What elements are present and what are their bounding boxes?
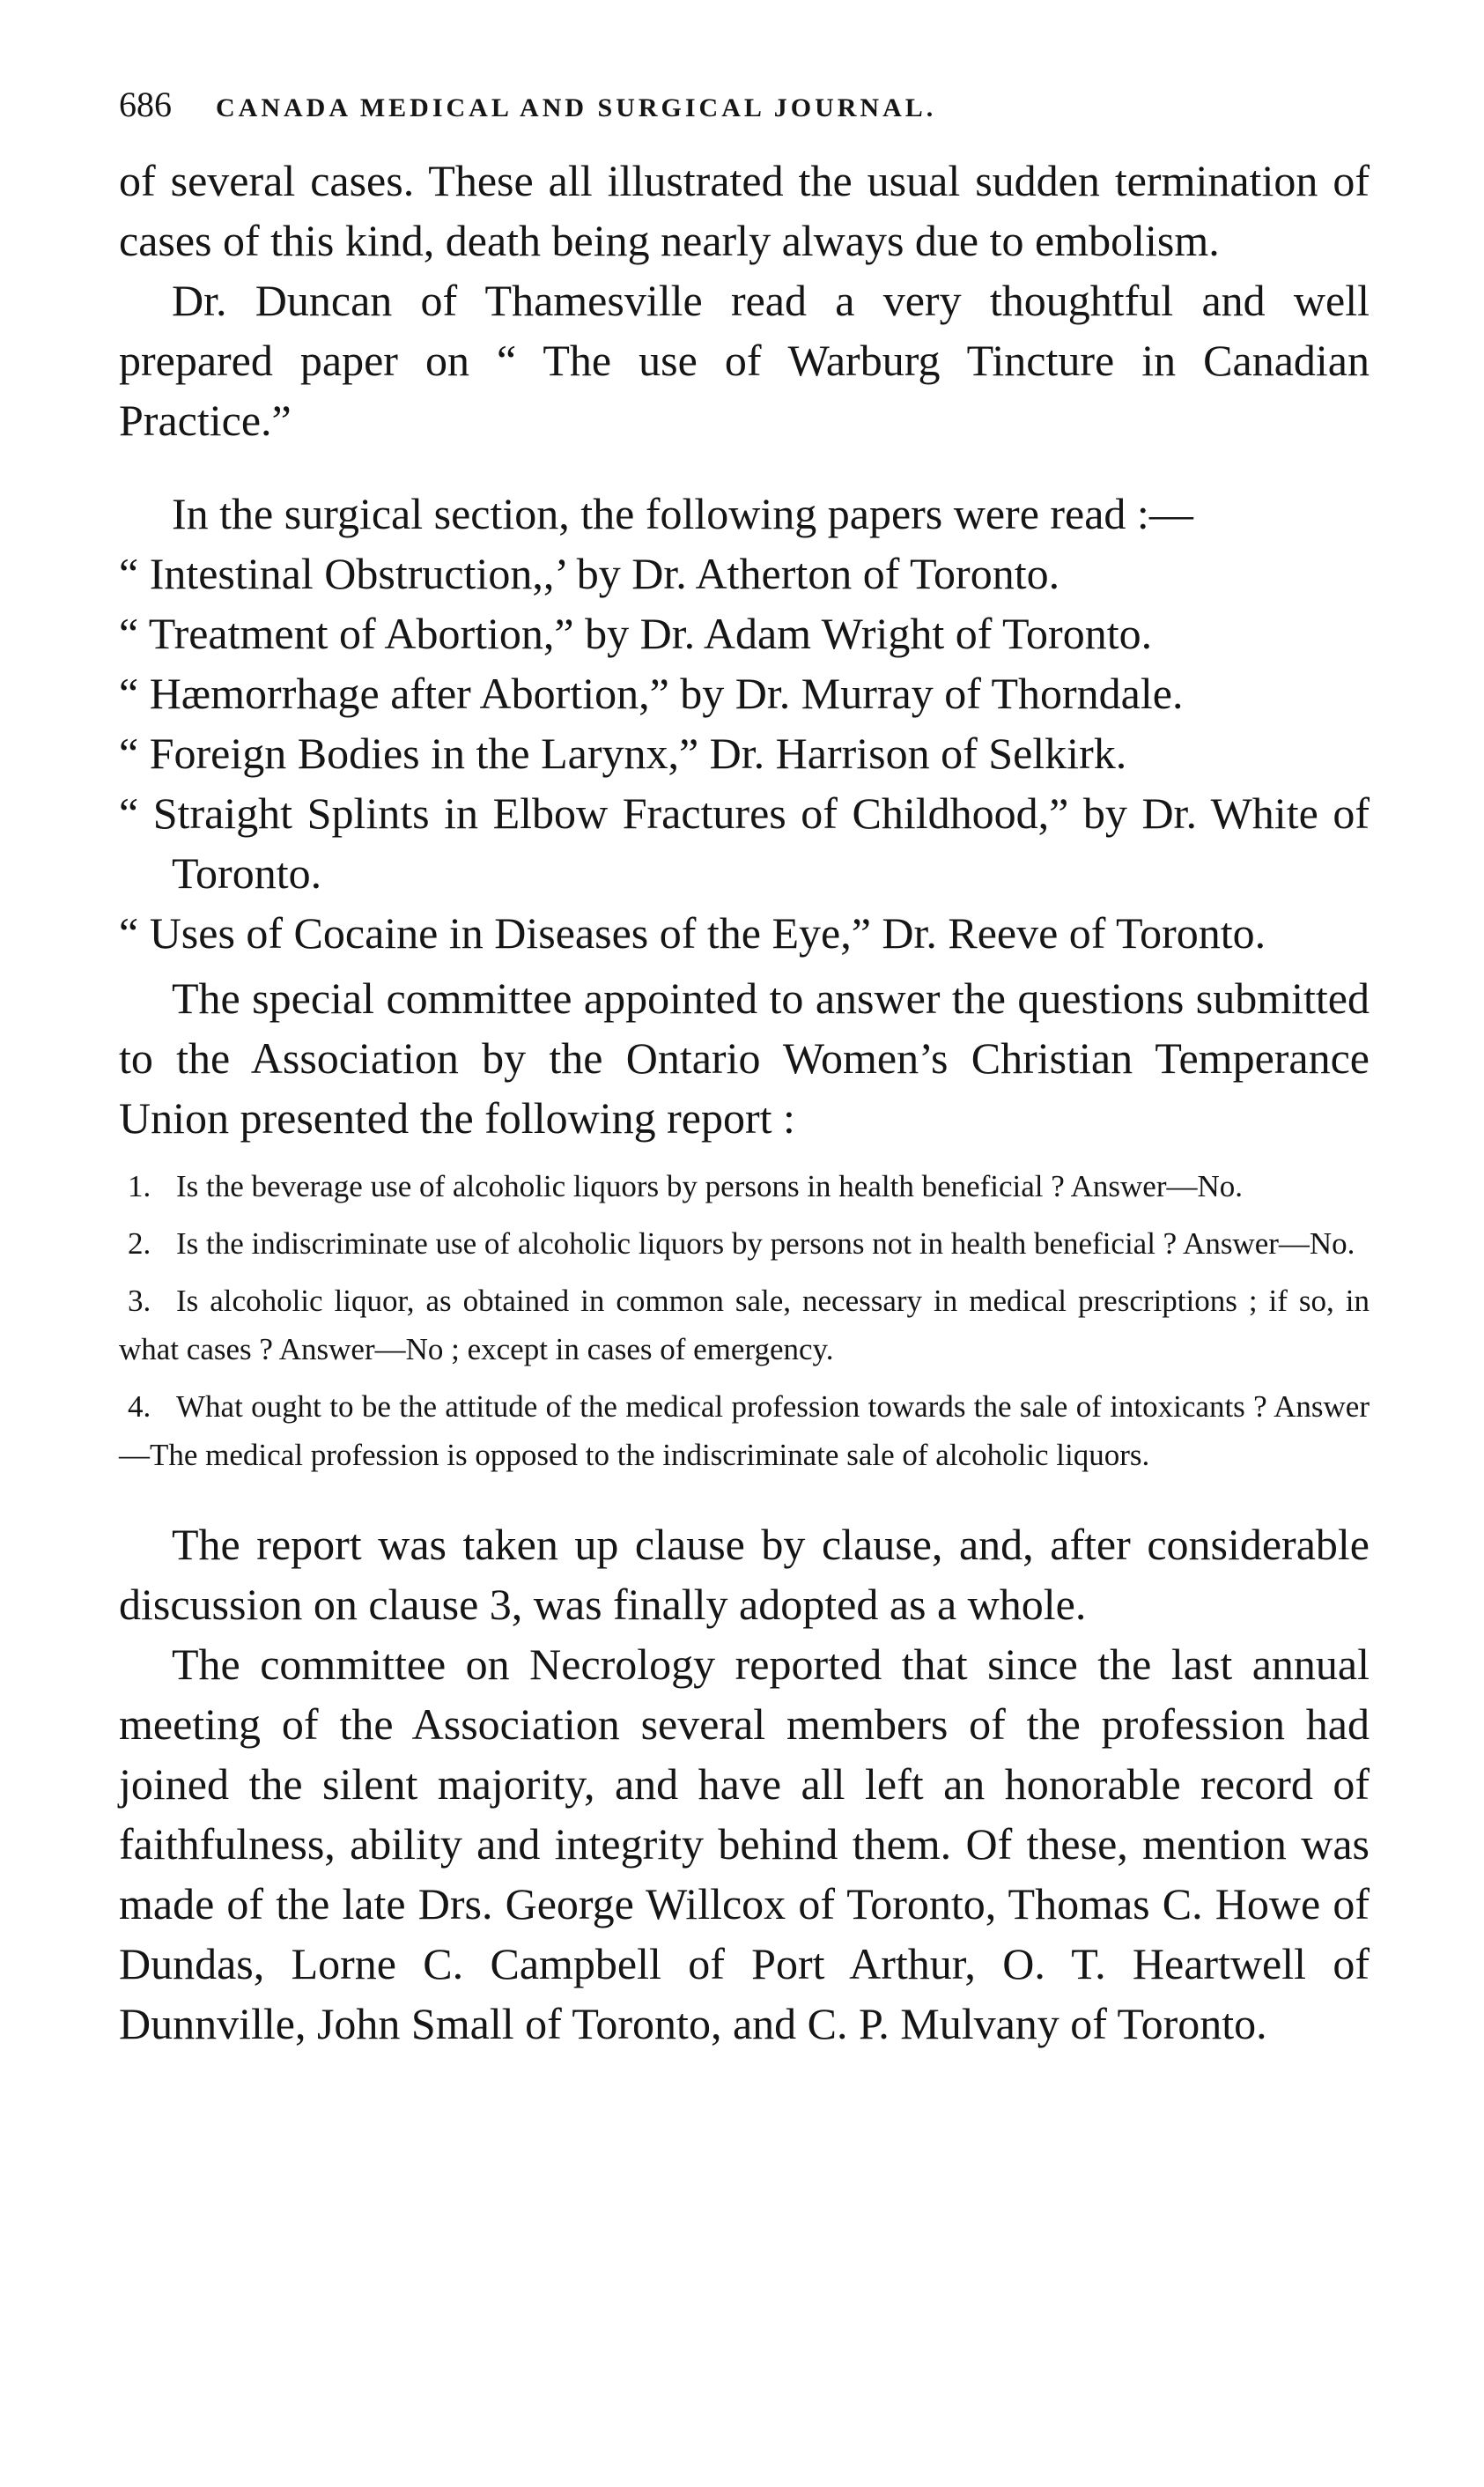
report-item-number: 2. — [128, 1226, 151, 1261]
paragraph-necrology: The committee on Necrology reported that since the last annual meeting of the Association several members of the profession had joined the silent majority, and have all left an honorable record of faithfulness, ability and integrity behind them. Of these, mention was made of the late Drs. George Willcox of Toronto, Thomas C. Howe of Dundas, Lorne C. Campbell of Port Arthur, O. T. Heartwell of Dunnville, John Small of Toronto, and C. P. Mulvany of Toronto. — [119, 1639, 1370, 2048]
journal-page — [119, 84, 1370, 2054]
paragraph-committee-report-intro: The special committee appointed to answer the questions submitted to the Association by the Ontario Women’s Christian Temperance Union presented the following report : — [119, 973, 1370, 1143]
page-number: 686 — [119, 85, 172, 124]
report-item — [119, 1277, 1370, 1373]
report-item — [119, 1162, 1370, 1210]
running-head — [119, 84, 1370, 138]
report-item-text: What ought to be the attitude of the medical profession towards the sale of intoxicants ? Answer—The medical profession is opposed to the indiscriminate sale of alcoholic liquors. — [119, 1389, 1370, 1472]
list-item: “ Intestinal Obstruction,,’ by Dr. Atherton of Toronto. — [119, 549, 1060, 598]
report-item-text: Is alcoholic liquor, as obtained in common sale, necessary in medical prescriptions ; if so, in what cases ? Answer—No ; except in cases of emergency. — [119, 1284, 1370, 1366]
report-item-text: Is the indiscriminate use of alcoholic liquors by persons not in health beneficial ? Answer—No. — [176, 1226, 1355, 1261]
paragraph-report-adopted: The report was taken up clause by clause, and, after considerable discussion on clause 3, was finally adopted as a whole. — [119, 1520, 1370, 1629]
paragraph-duncan-paper: Dr. Duncan of Thamesville read a very thoughtful and well prepared paper on “ The use of Warburg Tincture in Canadian Practice.” — [119, 276, 1370, 445]
list-item: “ Foreign Bodies in the Larynx,” Dr. Harrison of Selkirk. — [119, 729, 1127, 778]
list-item: “ Treatment of Abortion,” by Dr. Adam Wright of Toronto. — [119, 609, 1153, 658]
paragraph-surgical-section: In the surgical section, the following papers were read :— — [172, 489, 1193, 538]
list-item: “ Hæmorrhage after Abortion,” by Dr. Murray of Thorndale. — [119, 669, 1184, 718]
temperance-report — [119, 1162, 1370, 1479]
report-item-number: 3. — [128, 1284, 151, 1318]
report-item-number: 4. — [128, 1389, 151, 1424]
report-item-number: 1. — [128, 1169, 151, 1203]
list-item: “ Straight Splints in Elbow Fractures of Childhood,” by Dr. White of Toronto. — [119, 788, 1370, 898]
report-item-text: Is the beverage use of alcoholic liquors by persons in health beneficial ? Answer—No. — [176, 1169, 1244, 1203]
surgical-papers-list — [119, 544, 1370, 963]
paragraph-case-summary: of several cases. These all illustrated the usual sudden termination of cases of this kind, death being nearly always due to embolism. — [119, 156, 1370, 265]
report-item — [119, 1219, 1370, 1268]
journal-title: CANADA MEDICAL AND SURGICAL JOURNAL. — [216, 93, 937, 122]
list-item: “ Uses of Cocaine in Diseases of the Eye,” Dr. Reeve of Toronto. — [119, 908, 1266, 958]
report-item — [119, 1382, 1370, 1479]
